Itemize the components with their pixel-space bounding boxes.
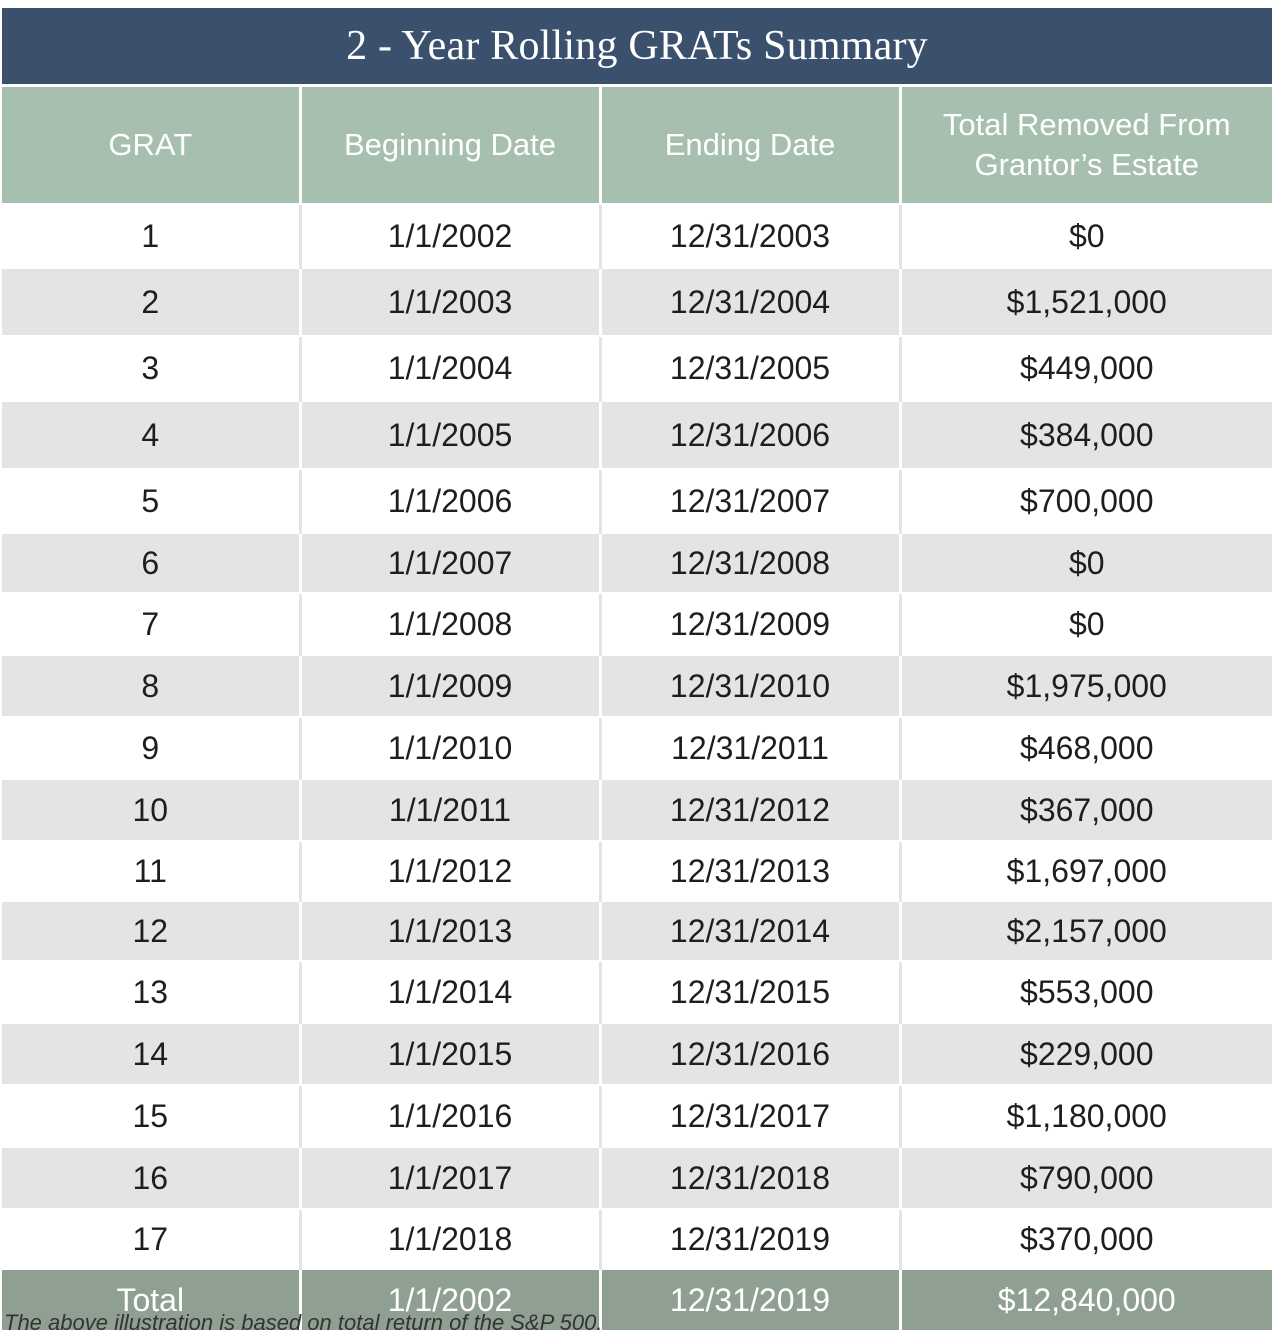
grat-number-cell: 14 xyxy=(2,1023,300,1085)
beginning-date-cell: 1/1/2009 xyxy=(300,655,600,717)
removed-amount-cell: $790,000 xyxy=(900,1147,1272,1209)
header-row xyxy=(2,87,1272,204)
table-row xyxy=(2,401,1272,469)
ending-date-cell: 12/31/2003 xyxy=(600,204,900,268)
ending-date-cell: 12/31/2007 xyxy=(600,469,900,533)
beginning-date-cell: 1/1/2002 xyxy=(300,204,600,268)
total-removed-amount: $12,840,000 xyxy=(900,1269,1272,1330)
grat-summary-table xyxy=(2,87,1272,1330)
ending-date-cell: 12/31/2008 xyxy=(600,533,900,593)
table-row xyxy=(2,655,1272,717)
beginning-date-cell: 1/1/2007 xyxy=(300,533,600,593)
table-title: 2 - Year Rolling GRATs Summary xyxy=(2,8,1272,84)
ending-date-cell: 12/31/2010 xyxy=(600,655,900,717)
beginning-date-cell: 1/1/2004 xyxy=(300,336,600,401)
removed-amount-cell: $370,000 xyxy=(900,1209,1272,1269)
table-row xyxy=(2,961,1272,1023)
grat-number-cell: 1 xyxy=(2,204,300,268)
total-ending-date: 12/31/2019 xyxy=(600,1269,900,1330)
table-row xyxy=(2,1023,1272,1085)
removed-amount-cell: $1,697,000 xyxy=(900,841,1272,901)
column-header-beginning-date: Beginning Date xyxy=(300,87,600,204)
beginning-date-cell: 1/1/2013 xyxy=(300,901,600,961)
beginning-date-cell: 1/1/2008 xyxy=(300,593,600,655)
removed-amount-cell: $384,000 xyxy=(900,401,1272,469)
table-row xyxy=(2,1085,1272,1147)
beginning-date-cell: 1/1/2011 xyxy=(300,779,600,841)
column-header-total-removed: Total Removed From Grantor’s Estate xyxy=(900,87,1272,204)
ending-date-cell: 12/31/2015 xyxy=(600,961,900,1023)
grat-number-cell: 2 xyxy=(2,268,300,336)
ending-date-cell: 12/31/2006 xyxy=(600,401,900,469)
footnote: The above illustration is based on total return of the S&P 500. xyxy=(4,1310,603,1335)
ending-date-cell: 12/31/2005 xyxy=(600,336,900,401)
table-row xyxy=(2,1209,1272,1269)
column-header-grat: GRAT xyxy=(2,87,300,204)
removed-amount-cell: $553,000 xyxy=(900,961,1272,1023)
beginning-date-cell: 1/1/2016 xyxy=(300,1085,600,1147)
grat-number-cell: 3 xyxy=(2,336,300,401)
beginning-date-cell: 1/1/2018 xyxy=(300,1209,600,1269)
table-row xyxy=(2,779,1272,841)
table-row xyxy=(2,593,1272,655)
ending-date-cell: 12/31/2013 xyxy=(600,841,900,901)
ending-date-cell: 12/31/2018 xyxy=(600,1147,900,1209)
beginning-date-cell: 1/1/2015 xyxy=(300,1023,600,1085)
table-row xyxy=(2,717,1272,779)
ending-date-cell: 12/31/2014 xyxy=(600,901,900,961)
ending-date-cell: 12/31/2004 xyxy=(600,268,900,336)
removed-amount-cell: $1,975,000 xyxy=(900,655,1272,717)
grat-number-cell: 11 xyxy=(2,841,300,901)
beginning-date-cell: 1/1/2017 xyxy=(300,1147,600,1209)
grat-number-cell: 6 xyxy=(2,533,300,593)
removed-amount-cell: $367,000 xyxy=(900,779,1272,841)
total-beginning-date: 1/1/2002 xyxy=(300,1269,600,1330)
table-row xyxy=(2,1147,1272,1209)
removed-amount-cell: $449,000 xyxy=(900,336,1272,401)
removed-amount-cell: $1,521,000 xyxy=(900,268,1272,336)
ending-date-cell: 12/31/2017 xyxy=(600,1085,900,1147)
beginning-date-cell: 1/1/2012 xyxy=(300,841,600,901)
table-row xyxy=(2,841,1272,901)
removed-amount-cell: $0 xyxy=(900,204,1272,268)
total-label: Total xyxy=(2,1269,300,1330)
grat-number-cell: 10 xyxy=(2,779,300,841)
table-row xyxy=(2,204,1272,268)
grat-number-cell: 4 xyxy=(2,401,300,469)
removed-amount-cell: $0 xyxy=(900,533,1272,593)
beginning-date-cell: 1/1/2014 xyxy=(300,961,600,1023)
ending-date-cell: 12/31/2012 xyxy=(600,779,900,841)
table-row xyxy=(2,469,1272,533)
beginning-date-cell: 1/1/2003 xyxy=(300,268,600,336)
table-row xyxy=(2,268,1272,336)
removed-amount-cell: $0 xyxy=(900,593,1272,655)
grat-number-cell: 9 xyxy=(2,717,300,779)
beginning-date-cell: 1/1/2010 xyxy=(300,717,600,779)
ending-date-cell: 12/31/2011 xyxy=(600,717,900,779)
grat-number-cell: 8 xyxy=(2,655,300,717)
grat-number-cell: 16 xyxy=(2,1147,300,1209)
grat-number-cell: 12 xyxy=(2,901,300,961)
column-header-ending-date: Ending Date xyxy=(600,87,900,204)
removed-amount-cell: $468,000 xyxy=(900,717,1272,779)
removed-amount-cell: $700,000 xyxy=(900,469,1272,533)
table-body xyxy=(2,204,1272,1269)
grat-number-cell: 15 xyxy=(2,1085,300,1147)
table-row xyxy=(2,533,1272,593)
ending-date-cell: 12/31/2019 xyxy=(600,1209,900,1269)
ending-date-cell: 12/31/2016 xyxy=(600,1023,900,1085)
ending-date-cell: 12/31/2009 xyxy=(600,593,900,655)
beginning-date-cell: 1/1/2006 xyxy=(300,469,600,533)
grat-number-cell: 17 xyxy=(2,1209,300,1269)
grat-number-cell: 5 xyxy=(2,469,300,533)
beginning-date-cell: 1/1/2005 xyxy=(300,401,600,469)
grat-number-cell: 7 xyxy=(2,593,300,655)
table-row xyxy=(2,336,1272,401)
grat-number-cell: 13 xyxy=(2,961,300,1023)
removed-amount-cell: $2,157,000 xyxy=(900,901,1272,961)
removed-amount-cell: $1,180,000 xyxy=(900,1085,1272,1147)
table-row xyxy=(2,901,1272,961)
removed-amount-cell: $229,000 xyxy=(900,1023,1272,1085)
